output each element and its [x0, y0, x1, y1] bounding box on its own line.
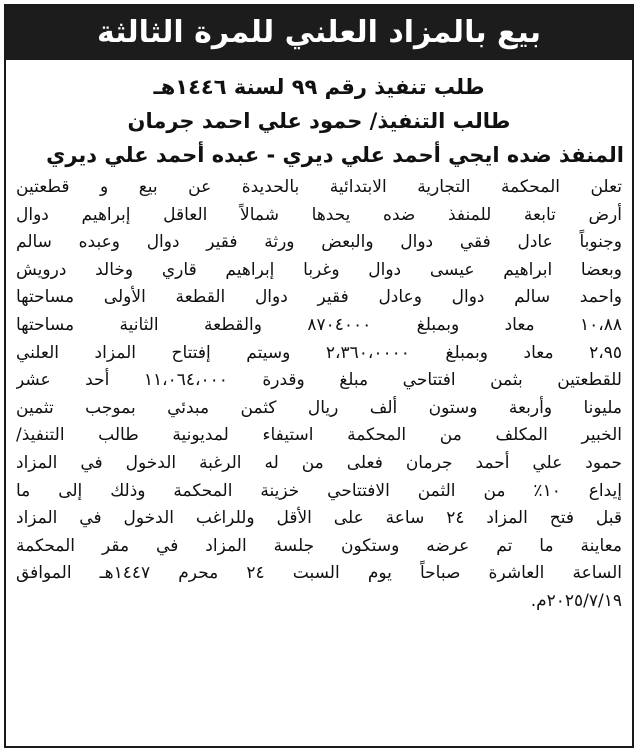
execution-request-line: طلب تنفيذ رقم ٩٩ لسنة ١٤٤٦هـ: [153, 75, 485, 99]
body-line: وبعضا ابراهيم عيسى دوال وغربا إبراهيم قاري وخالد درويش: [16, 259, 622, 280]
body-line: مليونا وأربعة وستون ألف ريال كثمن مبدئي بموجب تثمين: [16, 397, 622, 418]
body-line: قبل فتح المزاد ٢٤ ساعة على الأقل وللراغب الدخول في المزاد: [16, 508, 622, 529]
body-line: معاينة ما تم عرضه وستكون جلسة المزاد في مقر المحكمة: [16, 535, 622, 556]
notice-headline: بيع بالمزاد العلني للمرة الثالثة: [6, 6, 632, 60]
auction-notice: [4, 4, 634, 748]
body-line: الخبير المكلف من المحكمة استيفاء لمديونية طالب التنفيذ/: [16, 425, 622, 446]
body-line: وجنوباً عادل فقي دوال والبعض ورثة فقير دوال وعبده سالم: [16, 232, 622, 253]
body-line: تعلن المحكمة التجارية الابتدائية بالحديدة عن بيع و قطعتين: [16, 177, 622, 197]
defendant-line: المنفذ ضده ايجي أحمد علي ديري - عبده أحمد علي ديري: [46, 143, 624, 167]
body-line-date: ٢٠٢٥/٧/١٩م.: [530, 590, 622, 611]
body-line: واحمد سالم دوال وعادل فقير دوال القطعة الأولى مساحتها: [16, 287, 622, 308]
body-line: ٢،٩٥ معاد وبمبلغ ٢،٣٦٠،٠٠٠٠ وسيتم إفتتاح المزاد العلني: [16, 342, 622, 363]
body-line: الساعة العاشرة صباحاً يوم السبت ٢٤ محرم ١٤٤٧هـ الموافق: [16, 563, 622, 584]
body-line: إيداع ١٠٪ من الثمن الافتتاحي خزينة المحكمة وذلك إلى ما: [16, 480, 622, 501]
notice-body: [6, 172, 632, 616]
notice-heading-block: [6, 70, 632, 172]
body-line: حمود علي أحمد جرمان فعلى من له الرغبة الدخول في المزاد: [16, 452, 622, 473]
body-line: أرض تابعة للمنفذ ضده يحدها شمالاً العاقل إبراهيم دوال: [16, 204, 622, 225]
body-line: للقطعتين بثمن افتتاحي مبلغ وقدرة ١١،٠٦٤،٠٠٠ أحد عشر: [16, 370, 622, 391]
execution-requester-line: طالب التنفيذ/ حمود علي احمد جرمان: [127, 109, 511, 133]
body-line: ١٠،٨٨ معاد وبمبلغ ٨٧٠٤٠٠٠ والقطعة الثانية مساحتها: [16, 314, 622, 335]
